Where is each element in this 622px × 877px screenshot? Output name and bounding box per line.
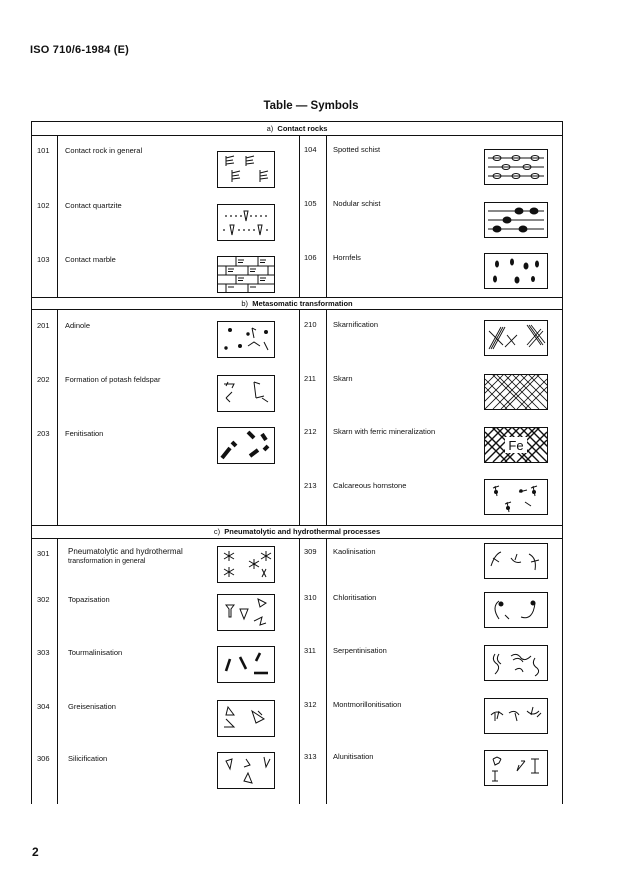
code-104: 104 <box>304 145 317 154</box>
label-301-line1: Pneumatolytic and hydrothermal <box>68 547 183 556</box>
code-103: 103 <box>37 255 50 264</box>
section-b-prefix: b) <box>241 299 249 308</box>
label-201: Adinole <box>65 321 91 330</box>
label-203: Fenitisation <box>65 429 104 438</box>
code-310: 310 <box>304 593 317 602</box>
label-311: Serpentinisation <box>333 646 387 655</box>
document-header: ISO 710/6-1984 (E) <box>30 44 129 56</box>
section-c-header <box>32 525 562 539</box>
code-304: 304 <box>37 702 50 711</box>
label-304: Greisenisation <box>68 702 116 711</box>
symbol-pneumatolytic-general <box>217 546 275 583</box>
label-106: Hornfels <box>333 253 361 262</box>
symbol-skarn-ferric <box>484 427 548 463</box>
symbol-adinole <box>217 321 275 358</box>
code-302: 302 <box>37 595 50 604</box>
symbol-fenitisation <box>217 427 275 464</box>
label-313: Alunitisation <box>333 752 374 761</box>
code-210: 210 <box>304 320 317 329</box>
code-212: 212 <box>304 427 317 436</box>
label-105: Nodular schist <box>333 199 381 208</box>
symbol-skarn <box>484 374 548 410</box>
symbol-calcareous-hornstone <box>484 479 548 515</box>
symbol-contact-marble <box>217 256 275 293</box>
label-210: Skarnification <box>333 320 379 329</box>
symbol-silicification <box>217 752 275 789</box>
symbol-potash-feldspar <box>217 375 275 412</box>
label-302: Topazisation <box>68 595 110 604</box>
symbol-greisenisation <box>217 700 275 737</box>
label-306: Silicification <box>68 754 108 763</box>
symbol-contact-quartzite <box>217 204 275 241</box>
symbol-hornfels <box>484 253 548 289</box>
code-309: 309 <box>304 547 317 556</box>
symbol-chloritisation <box>484 592 548 628</box>
symbol-nodular-schist <box>484 202 548 238</box>
section-b-header <box>32 297 562 310</box>
symbol-contact-rock <box>217 151 275 188</box>
section-a-title: Contact rocks <box>277 124 328 133</box>
table-title: Table — Symbols <box>263 100 359 112</box>
code-311: 311 <box>304 646 316 655</box>
symbols-table <box>31 121 563 804</box>
page-number: 2 <box>32 845 39 859</box>
label-310: Chloritisation <box>333 593 377 602</box>
code-105: 105 <box>304 199 317 208</box>
code-102: 102 <box>37 201 50 210</box>
section-a-header <box>32 122 562 136</box>
code-106: 106 <box>304 253 317 262</box>
symbol-spotted-schist <box>484 149 548 185</box>
label-309: Kaolinisation <box>333 547 376 556</box>
label-312: Montmorillonitisation <box>333 700 402 709</box>
label-301-line2: transformation in general <box>68 558 146 565</box>
symbol-alunitisation <box>484 750 548 786</box>
label-101: Contact rock in general <box>65 146 143 155</box>
label-303: Tourmalinisation <box>68 648 123 657</box>
symbol-fe-text: Fe <box>508 438 524 453</box>
code-202: 202 <box>37 375 50 384</box>
label-102: Contact quartzite <box>65 201 122 210</box>
code-312: 312 <box>304 700 317 709</box>
label-211: Skarn <box>333 374 353 383</box>
label-202: Formation of potash feldspar <box>65 375 161 384</box>
label-103: Contact marble <box>65 255 116 264</box>
symbol-tourmalinisation <box>217 646 275 683</box>
section-c-prefix: c) <box>213 527 221 536</box>
section-c-title: Pneumatolytic and hydrothermal processes <box>224 527 381 536</box>
section-b-title: Metasomatic transformation <box>252 299 353 308</box>
code-101: 101 <box>37 146 50 155</box>
symbol-skarnification <box>484 320 548 356</box>
code-313: 313 <box>304 752 317 761</box>
code-203: 203 <box>37 429 50 438</box>
code-301: 301 <box>37 549 50 558</box>
code-201: 201 <box>37 321 50 330</box>
label-212: Skarn with ferric mineralization <box>333 427 436 436</box>
label-301 <box>68 547 183 567</box>
label-104: Spotted schist <box>333 145 381 154</box>
label-213: Calcareous hornstone <box>333 481 407 490</box>
code-213: 213 <box>304 481 317 490</box>
symbol-serpentinisation <box>484 645 548 681</box>
section-a-prefix: a) <box>266 124 274 133</box>
symbol-montmorillonitisation <box>484 698 548 734</box>
symbol-kaolinisation <box>484 543 548 579</box>
code-306: 306 <box>37 754 50 763</box>
code-303: 303 <box>37 648 50 657</box>
code-211: 211 <box>304 374 316 383</box>
symbol-topazisation <box>217 594 275 631</box>
